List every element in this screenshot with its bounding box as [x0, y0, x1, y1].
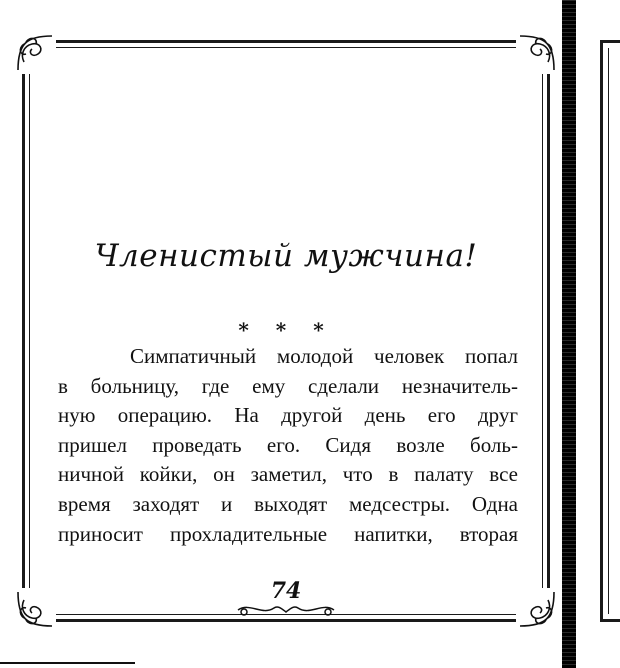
corner-flourish-icon: [516, 32, 558, 74]
page-number: 74: [270, 578, 302, 604]
footer-rule: [0, 662, 135, 664]
book-spine: [562, 0, 576, 668]
adjacent-page-bottom-border: [600, 619, 620, 622]
text-line: ную операцию. На другой день его друг: [58, 403, 518, 428]
adjacent-page-edge: [594, 40, 620, 622]
text-line: пришел проведать его. Сидя возле боль-: [58, 432, 518, 457]
page-frame: [22, 40, 550, 622]
story-body: [58, 342, 518, 549]
adjacent-page-inner-border: [608, 48, 609, 614]
adjacent-page-top-border: [600, 40, 620, 43]
adjacent-page-outer-border: [600, 40, 603, 622]
text-line: ничной койки, он заметил, что в палату все: [58, 462, 518, 487]
text-line: в больницу, где ему сделали незначитель-: [58, 373, 518, 398]
text-line: приносит прохладительные напитки, вторая: [58, 521, 518, 546]
story-title: Членистый мужчина!: [94, 238, 478, 274]
section-separator: * * *: [238, 318, 334, 342]
corner-flourish-icon: [14, 32, 56, 74]
text-line: время заходят и выходят медсестры. Одна: [58, 491, 518, 516]
text-line: Симпатичный молодой человек попал: [130, 344, 518, 368]
